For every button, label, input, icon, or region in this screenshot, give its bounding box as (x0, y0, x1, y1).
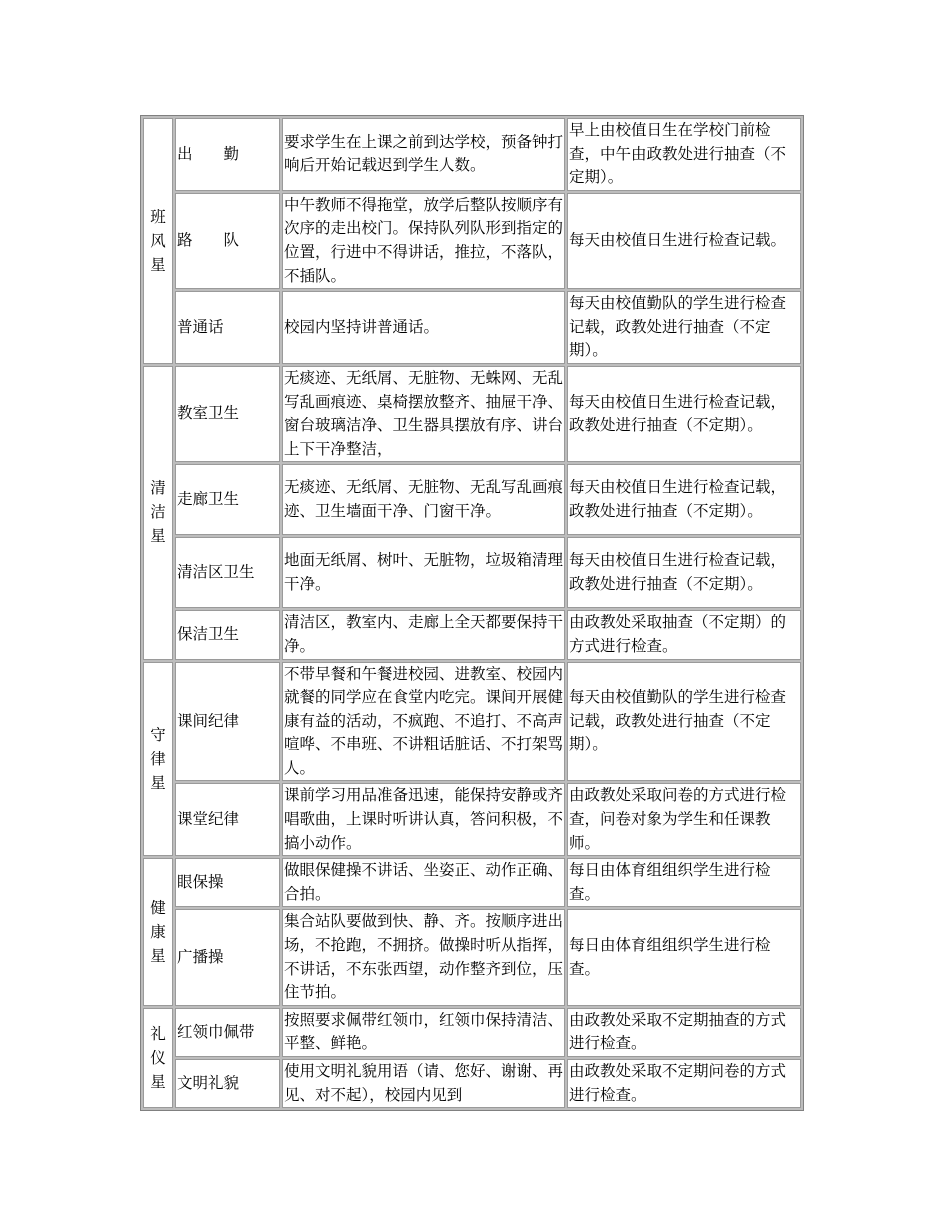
table-row (143, 464, 801, 535)
item-cell: 课间纪律 (175, 662, 280, 782)
standards-table (140, 115, 804, 1111)
category-cell (143, 1008, 173, 1108)
category-cell (143, 662, 173, 857)
check-method-cell: 每日由体育组组织学生进行检查。 (567, 858, 801, 907)
requirement-cell: 使用文明礼貌用语（请、您好、谢谢、再见、对不起），校园内见到 (282, 1059, 565, 1108)
item-cell: 路 队 (175, 193, 280, 289)
requirement-cell: 课前学习用品准备迅速，能保持安静或齐唱歌曲，上课时听讲认真，答问积极，不搞小动作。 (282, 783, 565, 856)
item-cell: 红领巾佩带 (175, 1008, 280, 1057)
requirement-cell: 不带早餐和午餐进校园、进教室、校园内就餐的同学应在食堂内吃完。课间开展健康有益的活动，不疯跑、不追打、不高声喧哗、不串班、不讲粗话脏话、不打架骂人。 (282, 662, 565, 782)
item-cell: 课堂纪律 (175, 783, 280, 856)
item-cell: 出 勤 (175, 118, 280, 191)
requirement-cell: 地面无纸屑、树叶、无脏物，垃圾箱清理干净。 (282, 537, 565, 608)
table-row (143, 1008, 801, 1057)
check-method-cell: 由政教处采取问卷的方式进行检查，问卷对象为学生和任课教师。 (567, 783, 801, 856)
requirement-cell: 按照要求佩带红领巾，红领巾保持清洁、平整、鲜艳。 (282, 1008, 565, 1057)
table-row (143, 291, 801, 364)
category-label: 守律星 (150, 725, 166, 792)
requirement-cell: 做眼保健操不讲话、坐姿正、动作正确、合拍。 (282, 858, 565, 907)
requirement-cell: 中午教师不得拖堂，放学后整队按顺序有次序的走出校门。保持队列队形到指定的位置，行进中不得讲话，推拉，不落队，不插队。 (282, 193, 565, 289)
requirement-cell: 清洁区，教室内、走廊上全天都要保持干净。 (282, 610, 565, 659)
check-method-cell: 每日由体育组组织学生进行检查。 (567, 909, 801, 1005)
table-row (143, 537, 801, 608)
item-cell: 保洁卫生 (175, 610, 280, 659)
category-label: 健康星 (150, 898, 166, 965)
check-method-cell: 每天由校值勤队的学生进行检查记载，政教处进行抽查（不定期）。 (567, 662, 801, 782)
requirement-cell: 无痰迹、无纸屑、无脏物、无乱写乱画痕迹、卫生墙面干净、门窗干净。 (282, 464, 565, 535)
category-cell (143, 858, 173, 1006)
category-label: 清洁星 (150, 479, 166, 546)
category-label: 班风星 (150, 207, 166, 274)
table-row (143, 193, 801, 289)
table-row (143, 662, 801, 782)
item-cell: 教室卫生 (175, 366, 280, 462)
item-cell: 眼保操 (175, 858, 280, 907)
requirement-cell: 校园内坚持讲普通话。 (282, 291, 565, 364)
requirement-cell: 无痰迹、无纸屑、无脏物、无蛛网、无乱写乱画痕迹、桌椅摆放整齐、抽屉干净、窗台玻璃洁净、卫生器具摆放有序、讲台上下干净整洁， (282, 366, 565, 462)
table-row (143, 118, 801, 191)
check-method-cell: 早上由校值日生在学校门前检查，中午由政教处进行抽查（不定期）。 (567, 118, 801, 191)
check-method-cell: 由政教处采取不定期抽查的方式进行检查。 (567, 1008, 801, 1057)
category-cell (143, 366, 173, 660)
requirement-cell: 集合站队要做到快、静、齐。按顺序进出场，不抢跑，不拥挤。做操时听从指挥，不讲话，不东张西望，动作整齐到位，压住节拍。 (282, 909, 565, 1005)
table-row (143, 1059, 801, 1108)
requirement-cell: 要求学生在上课之前到达学校，预备钟打响后开始记载迟到学生人数。 (282, 118, 565, 191)
item-cell: 普通话 (175, 291, 280, 364)
item-cell: 文明礼貌 (175, 1059, 280, 1108)
category-cell (143, 118, 173, 364)
check-method-cell: 由政教处采取抽查（不定期）的方式进行检查。 (567, 610, 801, 659)
check-method-cell: 每天由校值日生进行检查记载，政教处进行抽查（不定期）。 (567, 537, 801, 608)
table-row (143, 783, 801, 856)
item-cell: 走廊卫生 (175, 464, 280, 535)
table-row (143, 858, 801, 907)
table-row (143, 366, 801, 462)
item-cell: 清洁区卫生 (175, 537, 280, 608)
check-method-cell: 每天由校值日生进行检查记载。 (567, 193, 801, 289)
category-label: 礼仪星 (150, 1024, 166, 1091)
check-method-cell: 每天由校值勤队的学生进行检查记载，政教处进行抽查（不定期）。 (567, 291, 801, 364)
check-method-cell: 每天由校值日生进行检查记载，政教处进行抽查（不定期）。 (567, 366, 801, 462)
check-method-cell: 每天由校值日生进行检查记载，政教处进行抽查（不定期）。 (567, 464, 801, 535)
table-row (143, 909, 801, 1005)
item-cell: 广播操 (175, 909, 280, 1005)
check-method-cell: 由政教处采取不定期问卷的方式进行检查。 (567, 1059, 801, 1108)
table-row (143, 610, 801, 659)
